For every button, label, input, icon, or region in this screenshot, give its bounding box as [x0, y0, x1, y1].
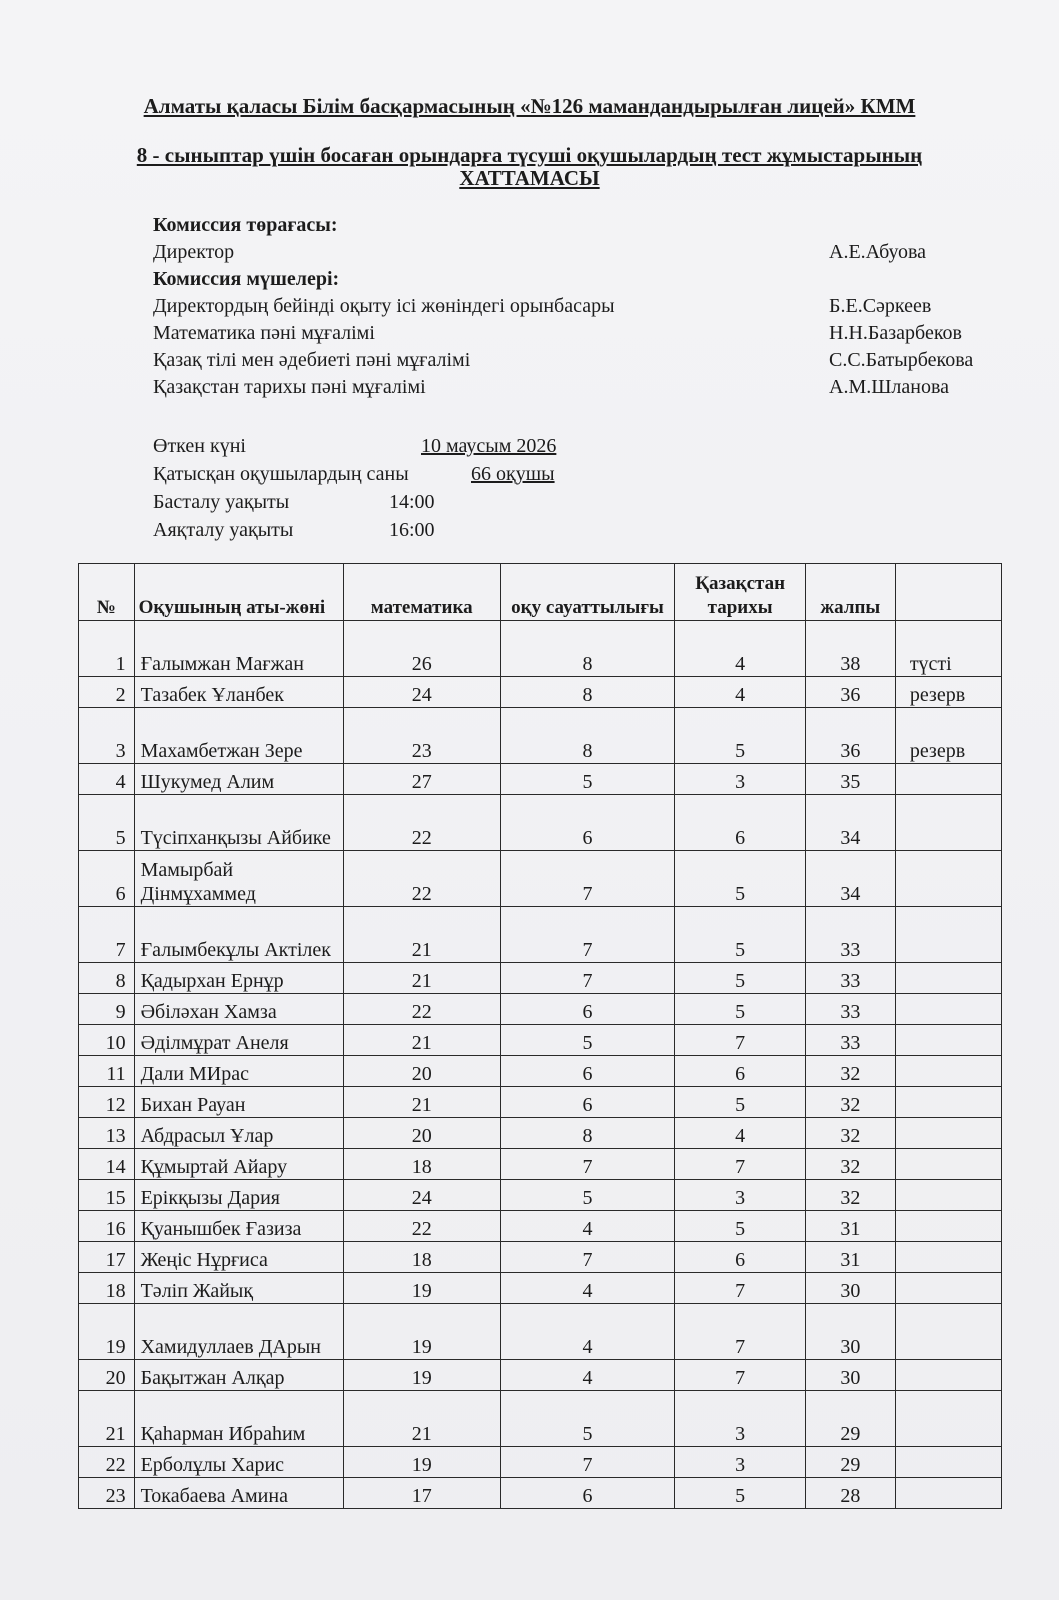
total-score: 32 [805, 1056, 895, 1087]
history-score: 3 [675, 1180, 805, 1211]
table-header-row [79, 564, 1002, 621]
math-score: 22 [343, 851, 500, 907]
student-name: Абдрасыл Ұлар [134, 1118, 343, 1149]
reading-score: 4 [500, 1360, 675, 1391]
end-label: Аяқталу уақыты [153, 519, 294, 541]
reading-score: 8 [500, 1118, 675, 1149]
status-note [895, 1447, 1001, 1478]
col-note-header [895, 564, 1001, 621]
reading-score: 6 [500, 1087, 675, 1118]
math-score: 22 [343, 795, 500, 851]
start-label: Басталу уақыты [153, 491, 290, 513]
history-score: 4 [675, 1118, 805, 1149]
row-number: 1 [79, 621, 135, 677]
student-name: Ғалымбекұлы Актілек [134, 907, 343, 963]
row-number: 4 [79, 764, 135, 795]
table-row [79, 1447, 1002, 1478]
reading-score: 6 [500, 994, 675, 1025]
table-row [79, 1180, 1002, 1211]
member-name: Н.Н.Базарбеков [829, 322, 962, 344]
math-score: 20 [343, 1056, 500, 1087]
student-name: Токабаева Амина [134, 1478, 343, 1509]
history-score: 5 [675, 1087, 805, 1118]
member-row [153, 347, 1013, 374]
history-score: 3 [675, 1391, 805, 1447]
chair-role: Директор [153, 241, 235, 263]
status-note [895, 1149, 1001, 1180]
total-score: 30 [805, 1273, 895, 1304]
total-score: 32 [805, 1180, 895, 1211]
row-number: 12 [79, 1087, 135, 1118]
status-note: резерв [895, 708, 1001, 764]
history-score: 7 [675, 1025, 805, 1056]
status-note [895, 795, 1001, 851]
reading-score: 8 [500, 708, 675, 764]
table-row [79, 1087, 1002, 1118]
reading-score: 6 [500, 1056, 675, 1087]
math-score: 19 [343, 1273, 500, 1304]
history-score: 5 [675, 1478, 805, 1509]
total-score: 30 [805, 1360, 895, 1391]
row-number: 23 [79, 1478, 135, 1509]
math-score: 27 [343, 764, 500, 795]
row-number: 3 [79, 708, 135, 764]
total-score: 33 [805, 994, 895, 1025]
status-note [895, 1391, 1001, 1447]
table-row [79, 1242, 1002, 1273]
table-row [79, 1118, 1002, 1149]
reading-score: 5 [500, 1391, 675, 1447]
total-score: 30 [805, 1304, 895, 1360]
status-note [895, 1056, 1001, 1087]
math-score: 21 [343, 1391, 500, 1447]
student-name: Қаһарман Ибраһим [134, 1391, 343, 1447]
reading-score: 7 [500, 907, 675, 963]
history-score: 7 [675, 1304, 805, 1360]
status-note [895, 1087, 1001, 1118]
member-row [153, 320, 1013, 347]
student-name: Ерікқызы Дария [134, 1180, 343, 1211]
total-score: 29 [805, 1391, 895, 1447]
col-history-header: Қазақстан тарихы [675, 564, 805, 621]
row-number: 21 [79, 1391, 135, 1447]
history-score: 3 [675, 1447, 805, 1478]
status-note [895, 1180, 1001, 1211]
history-score: 4 [675, 621, 805, 677]
math-score: 21 [343, 907, 500, 963]
member-role: Директордың бейінді оқыту ісі жөніндегі орынбасары [153, 295, 615, 317]
student-name: Бақытжан Алқар [134, 1360, 343, 1391]
status-note [895, 1360, 1001, 1391]
math-score: 19 [343, 1304, 500, 1360]
document-title-line-3: ХАТТАМАСЫ [459, 166, 600, 190]
total-score: 32 [805, 1118, 895, 1149]
member-name: А.М.Шланова [829, 376, 950, 398]
total-score: 36 [805, 677, 895, 708]
total-score: 35 [805, 764, 895, 795]
table-row [79, 1391, 1002, 1447]
math-score: 19 [343, 1360, 500, 1391]
student-name: Әбіләхан Хамза [134, 994, 343, 1025]
chair-heading: Комиссия төрағасы: [153, 214, 338, 236]
date-value: 10 маусым 2026 [421, 435, 557, 457]
row-number: 19 [79, 1304, 135, 1360]
status-note [895, 1273, 1001, 1304]
math-score: 19 [343, 1447, 500, 1478]
member-name: Б.Е.Сәркеев [829, 295, 932, 317]
student-name: Қадырхан Ернұр [134, 963, 343, 994]
date-row [153, 432, 753, 460]
student-name: Тазабек Ұланбек [134, 677, 343, 708]
math-score: 21 [343, 1087, 500, 1118]
student-name: Мамырбай Дінмұхаммед [134, 851, 343, 907]
member-row [153, 293, 1013, 320]
reading-score: 4 [500, 1273, 675, 1304]
total-score: 28 [805, 1478, 895, 1509]
member-role: Математика пәні мұғалімі [153, 322, 375, 344]
total-score: 34 [805, 795, 895, 851]
row-number: 9 [79, 994, 135, 1025]
math-score: 26 [343, 621, 500, 677]
chair-row [153, 239, 1013, 266]
student-name: Жеңіс Нұрғиса [134, 1242, 343, 1273]
math-score: 21 [343, 1025, 500, 1056]
status-note [895, 1211, 1001, 1242]
status-note [895, 1478, 1001, 1509]
reading-score: 7 [500, 963, 675, 994]
table-row [79, 1273, 1002, 1304]
history-score: 5 [675, 708, 805, 764]
row-number: 16 [79, 1211, 135, 1242]
row-number: 15 [79, 1180, 135, 1211]
row-number: 17 [79, 1242, 135, 1273]
total-score: 31 [805, 1211, 895, 1242]
start-value: 14:00 [389, 491, 435, 513]
status-note [895, 1304, 1001, 1360]
math-score: 18 [343, 1242, 500, 1273]
table-row [79, 764, 1002, 795]
history-score: 4 [675, 677, 805, 708]
history-score: 5 [675, 963, 805, 994]
history-score: 6 [675, 1242, 805, 1273]
total-score: 34 [805, 851, 895, 907]
math-score: 22 [343, 994, 500, 1025]
student-name: Хамидуллаев ДАрын [134, 1304, 343, 1360]
student-name: Махамбетжан Зере [134, 708, 343, 764]
table-row [79, 1025, 1002, 1056]
member-name: С.С.Батырбекова [829, 349, 974, 371]
student-name: Қуанышбек Ғазиза [134, 1211, 343, 1242]
table-row [79, 907, 1002, 963]
end-value: 16:00 [389, 519, 435, 541]
reading-score: 7 [500, 1447, 675, 1478]
members-heading: Комиссия мүшелері: [153, 268, 340, 290]
exam-info-block [153, 432, 753, 544]
math-score: 24 [343, 677, 500, 708]
math-score: 24 [343, 1180, 500, 1211]
table-row [79, 994, 1002, 1025]
total-score: 31 [805, 1242, 895, 1273]
reading-score: 4 [500, 1211, 675, 1242]
status-note [895, 994, 1001, 1025]
total-score: 33 [805, 907, 895, 963]
chair-name: А.Е.Абуова [829, 241, 927, 263]
math-score: 21 [343, 963, 500, 994]
status-note: резерв [895, 677, 1001, 708]
math-score: 18 [343, 1149, 500, 1180]
col-name-header: Оқушының аты-жөні [134, 564, 343, 621]
total-score: 29 [805, 1447, 895, 1478]
status-note [895, 907, 1001, 963]
reading-score: 5 [500, 1180, 675, 1211]
status-note [895, 1242, 1001, 1273]
math-score: 17 [343, 1478, 500, 1509]
table-row [79, 963, 1002, 994]
history-score: 7 [675, 1273, 805, 1304]
student-name: Бихан Рауан [134, 1087, 343, 1118]
row-number: 22 [79, 1447, 135, 1478]
math-score: 20 [343, 1118, 500, 1149]
row-number: 20 [79, 1360, 135, 1391]
row-number: 10 [79, 1025, 135, 1056]
col-total-header: жалпы [805, 564, 895, 621]
student-name: Ерболұлы Харис [134, 1447, 343, 1478]
document-title-line-2: 8 - сыныптар үшін босаған орындарға түсуші оқушылардың тест жұмыстарының [136, 143, 923, 167]
history-score: 3 [675, 764, 805, 795]
history-score: 6 [675, 1056, 805, 1087]
col-math-header: математика [343, 564, 500, 621]
row-number: 5 [79, 795, 135, 851]
table-row [79, 1149, 1002, 1180]
reading-score: 6 [500, 795, 675, 851]
status-note [895, 1025, 1001, 1056]
total-score: 33 [805, 1025, 895, 1056]
row-number: 6 [79, 851, 135, 907]
student-name: Құмыртай Айару [134, 1149, 343, 1180]
reading-score: 7 [500, 1149, 675, 1180]
count-row [153, 460, 753, 488]
table-row [79, 708, 1002, 764]
member-row [153, 374, 1013, 401]
reading-score: 8 [500, 677, 675, 708]
col-number-header: № [79, 564, 135, 621]
status-note [895, 1118, 1001, 1149]
total-score: 33 [805, 963, 895, 994]
table-row [79, 1304, 1002, 1360]
table-row [79, 851, 1002, 907]
row-number: 11 [79, 1056, 135, 1087]
member-role: Қазақстан тарихы пәні мұғалімі [153, 376, 426, 398]
row-number: 2 [79, 677, 135, 708]
status-note [895, 851, 1001, 907]
student-name: Түсіпханқызы Айбике [134, 795, 343, 851]
count-value: 66 оқушы [471, 463, 555, 485]
table-row [79, 621, 1002, 677]
reading-score: 5 [500, 1025, 675, 1056]
student-name: Тәліп Жайық [134, 1273, 343, 1304]
table-row [79, 1360, 1002, 1391]
total-score: 38 [805, 621, 895, 677]
history-score: 7 [675, 1360, 805, 1391]
total-score: 36 [805, 708, 895, 764]
reading-score: 8 [500, 621, 675, 677]
row-number: 8 [79, 963, 135, 994]
start-row [153, 488, 753, 516]
table-row [79, 677, 1002, 708]
student-name: Әділмұрат Анеля [134, 1025, 343, 1056]
row-number: 14 [79, 1149, 135, 1180]
history-score: 6 [675, 795, 805, 851]
math-score: 22 [343, 1211, 500, 1242]
student-name: Шукумед Алим [134, 764, 343, 795]
count-label: Қатысқан оқушылардың саны [153, 463, 409, 485]
history-score: 5 [675, 907, 805, 963]
row-number: 18 [79, 1273, 135, 1304]
row-number: 7 [79, 907, 135, 963]
row-number: 13 [79, 1118, 135, 1149]
table-row [79, 1056, 1002, 1087]
history-score: 5 [675, 994, 805, 1025]
student-name: Ғалымжан Мағжан [134, 621, 343, 677]
history-score: 5 [675, 1211, 805, 1242]
end-row [153, 516, 753, 544]
history-score: 7 [675, 1149, 805, 1180]
history-score: 5 [675, 851, 805, 907]
math-score: 23 [343, 708, 500, 764]
total-score: 32 [805, 1149, 895, 1180]
table-row [79, 1211, 1002, 1242]
results-table [78, 563, 1002, 1509]
reading-score: 5 [500, 764, 675, 795]
total-score: 32 [805, 1087, 895, 1118]
status-note [895, 764, 1001, 795]
document-title-line-1: Алматы қаласы Білім басқармасының «№126 мамандандырылған лицей» КММ [143, 94, 916, 118]
reading-score: 7 [500, 1242, 675, 1273]
reading-score: 7 [500, 851, 675, 907]
commission-block [153, 212, 1013, 401]
status-note [895, 963, 1001, 994]
reading-score: 6 [500, 1478, 675, 1509]
col-reading-header: оқу сауаттылығы [500, 564, 675, 621]
table-row [79, 1478, 1002, 1509]
member-role: Қазақ тілі мен әдебиеті пәні мұғалімі [153, 349, 471, 371]
status-note: түсті [895, 621, 1001, 677]
table-row [79, 795, 1002, 851]
date-label: Өткен күні [153, 435, 246, 457]
reading-score: 4 [500, 1304, 675, 1360]
student-name: Дали МИрас [134, 1056, 343, 1087]
